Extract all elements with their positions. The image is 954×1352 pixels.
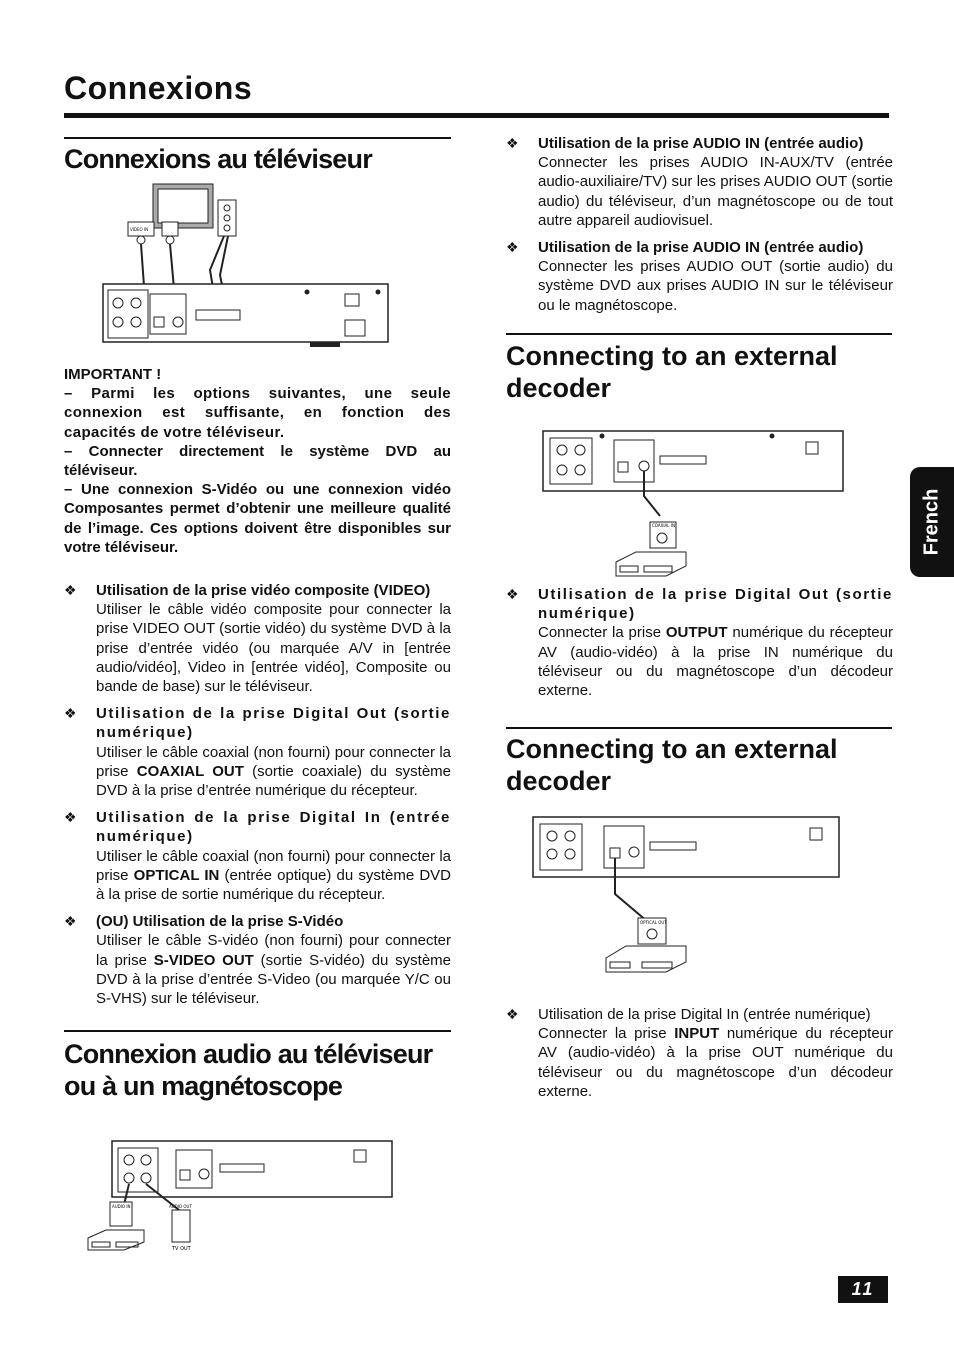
diamond-bullet-icon: ❖ bbox=[506, 586, 519, 602]
heading-connexions-tv: Connexions au téléviseur bbox=[64, 144, 372, 174]
list-item bbox=[506, 585, 893, 700]
important-line: – Connecter directement le système DVD au téléviseur. bbox=[64, 442, 451, 480]
svg-text:VIDEO IN: VIDEO IN bbox=[130, 227, 149, 232]
bullet-title: Utilisation de la prise Digital In (entrée numérique) bbox=[538, 1006, 871, 1023]
bullet-text-bold: COAXIAL OUT bbox=[136, 762, 244, 780]
bullet-text: numérique du récepteur AV (audio-vidéo) à la prise IN numérique du téléviseur ou du magnétoscope d’un décodeur externe. bbox=[538, 624, 893, 700]
important-title: IMPORTANT ! bbox=[64, 366, 162, 383]
bullet-text: Connecter les prises AUDIO OUT (sortie audio) du système DVD aux prises AUDIO IN sur le téléviseur ou le magnétoscope. bbox=[538, 258, 893, 314]
decoder2-bullet bbox=[506, 1005, 893, 1109]
list-item bbox=[506, 238, 893, 315]
optical-decoder-diagram bbox=[530, 814, 846, 980]
decoder1-bullet bbox=[506, 585, 893, 708]
bullet-text: Utiliser le câble vidéo composite pour connecter la prise VIDEO OUT (sortie vidéo) du système DVD à la prise d’entrée vidéo (ou marquée A/V in [entrée audio/vidéo], Video in [entrée vidéo], Composite ou bande de base) sur le téléviseur. bbox=[96, 601, 451, 696]
diamond-bullet-icon: ❖ bbox=[506, 1006, 519, 1022]
bullet-text: Connecter la prise bbox=[538, 1025, 675, 1043]
list-item bbox=[64, 912, 451, 1008]
label-optical-out: OPTICAL OUT bbox=[640, 920, 667, 925]
bullet-text-bold: OPTICAL IN bbox=[133, 866, 220, 884]
page-number: 11 bbox=[838, 1276, 888, 1303]
bullet-text: Utiliser le câble S-vidéo (non fourni) pour connecter la prise bbox=[96, 932, 451, 969]
bullet-text: Utiliser le câble coaxial (non fourni) pour connecter la prise bbox=[96, 847, 451, 884]
section-rule bbox=[64, 1030, 451, 1032]
label-audio-in: AUDIO IN bbox=[112, 1204, 131, 1209]
list-item bbox=[506, 1005, 893, 1101]
bullet-text: (entrée optique) du système DVD à la prise de sortie numérique du récepteur. bbox=[96, 866, 451, 904]
bullet-title: Utilisation de la prise AUDIO IN (entrée audio) bbox=[538, 135, 864, 152]
list-item bbox=[64, 808, 451, 904]
bullet-title: Utilisation de la prise vidéo composite (VIDEO) bbox=[96, 582, 431, 599]
diamond-bullet-icon: ❖ bbox=[506, 239, 519, 256]
diamond-bullet-icon: ❖ bbox=[64, 913, 77, 930]
bullet-text: Utiliser le câble coaxial (non fourni) pour connecter la prise bbox=[96, 743, 451, 780]
bullet-title: Utilisation de la prise Digital In (entrée numérique) bbox=[96, 809, 451, 846]
section-rule bbox=[506, 727, 892, 729]
important-line: – Une connexion S-Vidéo ou une connexion vidéo Composantes permet d’obtenir une meilleure qualité de l’image. Ces options doivent être disponibles sur votre téléviseur. bbox=[64, 481, 451, 556]
heading-external-decoder-2: Connecting to an external decoder bbox=[506, 734, 838, 796]
label-tv-out: TV OUT bbox=[172, 1246, 191, 1252]
bullet-text: Connecter la prise bbox=[538, 624, 666, 642]
bullet-title: Utilisation de la prise Digital Out (sortie numérique) bbox=[96, 705, 451, 742]
bullet-text: (sortie S-vidéo) du système DVD à la prise d’entrée S-Video (ou marquée Y/C ou S-VHS) sur le téléviseur. bbox=[96, 951, 452, 1008]
list-item bbox=[506, 134, 893, 230]
bullet-title: Utilisation de la prise AUDIO IN (entrée audio) bbox=[538, 239, 864, 257]
section-rule bbox=[64, 137, 451, 139]
diamond-bullet-icon: ❖ bbox=[64, 809, 77, 826]
bullet-text-bold: OUTPUT bbox=[665, 624, 728, 642]
bullet-title: Utilisation de la prise Digital Out (sortie numérique) bbox=[538, 586, 893, 623]
language-tab bbox=[910, 467, 954, 577]
diamond-bullet-icon: ❖ bbox=[506, 135, 519, 151]
audio-bullet-list bbox=[506, 134, 893, 323]
bullet-text: Connecter les prises AUDIO IN-AUX/TV (entrée audio-auxiliaire/TV) sur les prises AUDIO OUT (sortie audio) du téléviseur, d’un magnétoscope ou de tout autre appareil audiovisuel. bbox=[538, 154, 893, 229]
bullet-text-bold: S-VIDEO OUT bbox=[153, 951, 254, 969]
important-note bbox=[64, 365, 451, 557]
page-title: Connexions bbox=[64, 70, 253, 106]
bullet-text: (sortie coaxiale) du système DVD à la prise d’entrée numérique du récepteur. bbox=[96, 762, 452, 800]
section-rule bbox=[506, 333, 892, 335]
tv-connection-diagram bbox=[100, 180, 396, 350]
diamond-bullet-icon: ❖ bbox=[64, 582, 77, 598]
list-item bbox=[64, 581, 451, 696]
list-item bbox=[64, 704, 451, 800]
heading-audio-connection: Connexion audio au téléviseur ou à un magnétoscope bbox=[64, 1039, 433, 1101]
left-bullet-list bbox=[64, 581, 451, 1016]
bullet-text-bold: INPUT bbox=[674, 1025, 720, 1043]
label-audio-out: AUDIO OUT bbox=[169, 1204, 192, 1209]
language-tab-label: French bbox=[920, 488, 943, 556]
title-rule bbox=[64, 113, 889, 118]
diamond-bullet-icon: ❖ bbox=[64, 705, 77, 722]
coaxial-decoder-diagram bbox=[540, 428, 846, 584]
bullet-text: numérique du récepteur AV (audio-vidéo) à la prise OUT numérique du téléviseur ou du magnétoscope d’un décodeur externe. bbox=[538, 1025, 893, 1100]
important-line: – Parmi les options suivantes, une seule connexion est suffisante, en fonction des capacités de votre téléviseur. bbox=[64, 385, 451, 441]
bullet-title: (OU) Utilisation de la prise S-Vidéo bbox=[96, 913, 344, 931]
audio-connection-diagram bbox=[84, 1138, 396, 1258]
label-coaxial-in: COAXIAL IN bbox=[652, 523, 675, 528]
heading-external-decoder-1: Connecting to an external decoder bbox=[506, 341, 838, 403]
